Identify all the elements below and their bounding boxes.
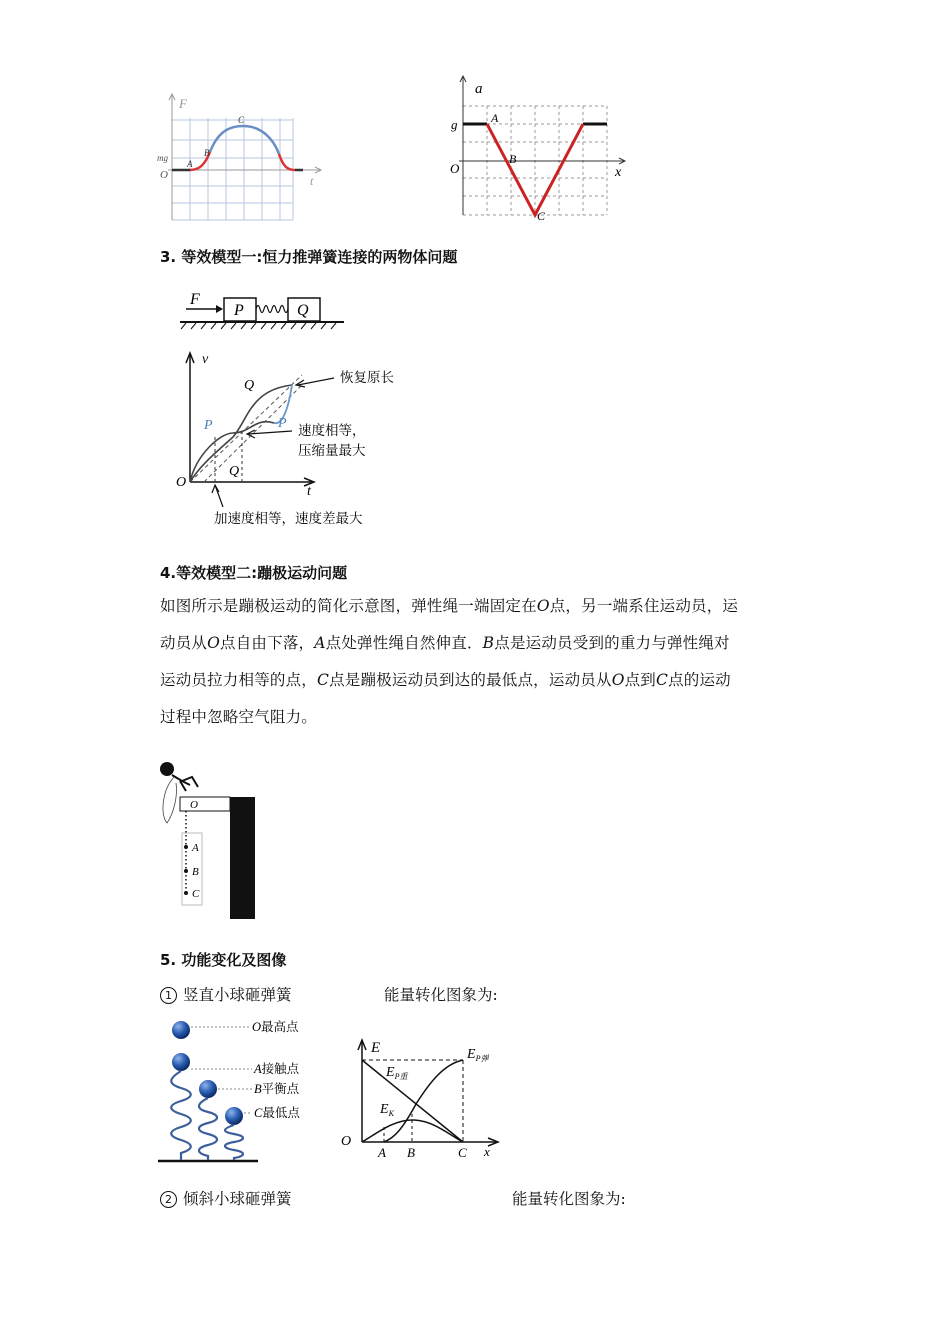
block-p-label: P xyxy=(234,302,244,319)
section-5-heading: 5. 功能变化及图像 xyxy=(160,951,287,969)
acceleration-position-graph xyxy=(445,72,635,224)
label-q-bottom: Q xyxy=(229,464,240,479)
ann-speed-equal-1: 速度相等， xyxy=(298,423,366,439)
axis-label-a: a xyxy=(475,81,483,97)
item-2-energy-label: 能量转化图象为: xyxy=(512,1190,626,1208)
tick-c: C xyxy=(458,1145,467,1160)
axis-label-x: x xyxy=(615,165,622,180)
label-o: O xyxy=(190,799,198,811)
ball-b xyxy=(199,1080,217,1098)
axis-label-f: F xyxy=(179,96,187,111)
label-a: A xyxy=(192,842,199,854)
bungee-diagram xyxy=(152,755,264,923)
rope-loop xyxy=(163,777,177,823)
arrow-restore xyxy=(298,378,334,385)
point-a-label: A xyxy=(491,111,499,125)
point-c-label: C xyxy=(537,209,546,223)
para-line-1: 如图所示是蹦极运动的简化示意图，弹性绳一端固定在O点，另一端系住运动员，运 xyxy=(160,597,739,615)
axis-label-v: v xyxy=(202,352,209,367)
para-line-4: 过程中忽略空气阻力。 xyxy=(160,708,318,726)
ball-c xyxy=(225,1107,243,1125)
point-a-label: A xyxy=(187,159,193,169)
para-line-3: 运动员拉力相等的点，C点是蹦极运动员到达的最低点，运动员从O点到C点的运动 xyxy=(160,671,731,689)
label-o-highest: O最高点 xyxy=(252,1020,299,1034)
axis-label-t: t xyxy=(307,484,311,499)
label-q-top: Q xyxy=(244,378,255,393)
point-c-label: C xyxy=(238,115,245,125)
ball-spring-diagram xyxy=(158,1014,308,1166)
axis-label-x: x xyxy=(484,1144,490,1159)
origin-label: O xyxy=(176,475,187,490)
ground-hatch xyxy=(181,323,336,329)
point-b-label: B xyxy=(509,152,517,166)
label-p-right: P xyxy=(278,416,287,431)
block-spring-diagram xyxy=(178,288,350,330)
platform xyxy=(180,797,230,811)
mg-label: mg xyxy=(157,153,168,163)
origin-label: O xyxy=(160,169,168,181)
spring-b xyxy=(199,1098,217,1160)
label-c-lowest: C最低点 xyxy=(254,1106,300,1120)
section-4-heading: 4.等效模型二:蹦极运动问题 xyxy=(160,564,348,582)
label-ep-spring: $E_{P弹}$ xyxy=(467,1047,489,1063)
ann-speed-equal-2: 压缩量最大 xyxy=(298,443,366,459)
g-label: g xyxy=(451,117,458,132)
item-1-energy-label: 能量转化图象为: xyxy=(384,986,498,1004)
label-ep-gravity: $E_{P重}$ xyxy=(386,1065,408,1081)
item-1-number: 1 xyxy=(160,987,177,1004)
spring-a xyxy=(171,1071,191,1160)
section-4-paragraph xyxy=(160,588,800,736)
label-a-contact: A接触点 xyxy=(254,1062,300,1076)
point-b-label: B xyxy=(204,148,210,158)
label-p-left: P xyxy=(204,418,213,433)
item-2-label: 2 倾斜小球砸弹簧 xyxy=(160,1187,292,1209)
item-1-label: 1 竖直小球砸弹簧 xyxy=(160,983,292,1005)
axis-label-t: t xyxy=(310,174,314,188)
label-b: B xyxy=(192,866,199,878)
para-line-2: 动员从O点自由下落，A点处弹性绳自然伸直．B点是运动员受到的重力与弹性绳对 xyxy=(160,634,730,652)
jumper-head xyxy=(160,762,174,776)
jumper-body xyxy=(172,775,198,791)
spring-c xyxy=(225,1125,243,1160)
origin-label: O xyxy=(450,161,460,176)
item-2-number: 2 xyxy=(160,1191,177,1208)
ep-gravity-line xyxy=(362,1060,463,1142)
ann-restore: 恢复原长 xyxy=(340,370,394,386)
tick-a: A xyxy=(378,1145,386,1160)
spring xyxy=(256,306,288,313)
energy-position-graph xyxy=(336,1034,506,1162)
origin-label: O xyxy=(341,1134,352,1149)
axis-label-e: E xyxy=(371,1040,381,1056)
ball-o xyxy=(172,1021,190,1039)
section-3-heading: 3. 等效模型一:恒力推弹簧连接的两物体问题 xyxy=(160,248,458,266)
label-c: C xyxy=(192,888,200,900)
force-label: F xyxy=(190,291,200,308)
label-b-equilibrium: B平衡点 xyxy=(254,1082,300,1096)
tick-b: B xyxy=(407,1145,415,1160)
ball-a xyxy=(172,1053,190,1071)
label-ek: $E_K$ xyxy=(380,1102,394,1118)
force-time-graph xyxy=(155,88,335,228)
tower xyxy=(230,797,255,919)
block-q-label: Q xyxy=(297,302,309,319)
velocity-time-graph xyxy=(170,345,410,530)
ann-accel-equal: 加速度相等，速度差最大 xyxy=(214,511,363,527)
